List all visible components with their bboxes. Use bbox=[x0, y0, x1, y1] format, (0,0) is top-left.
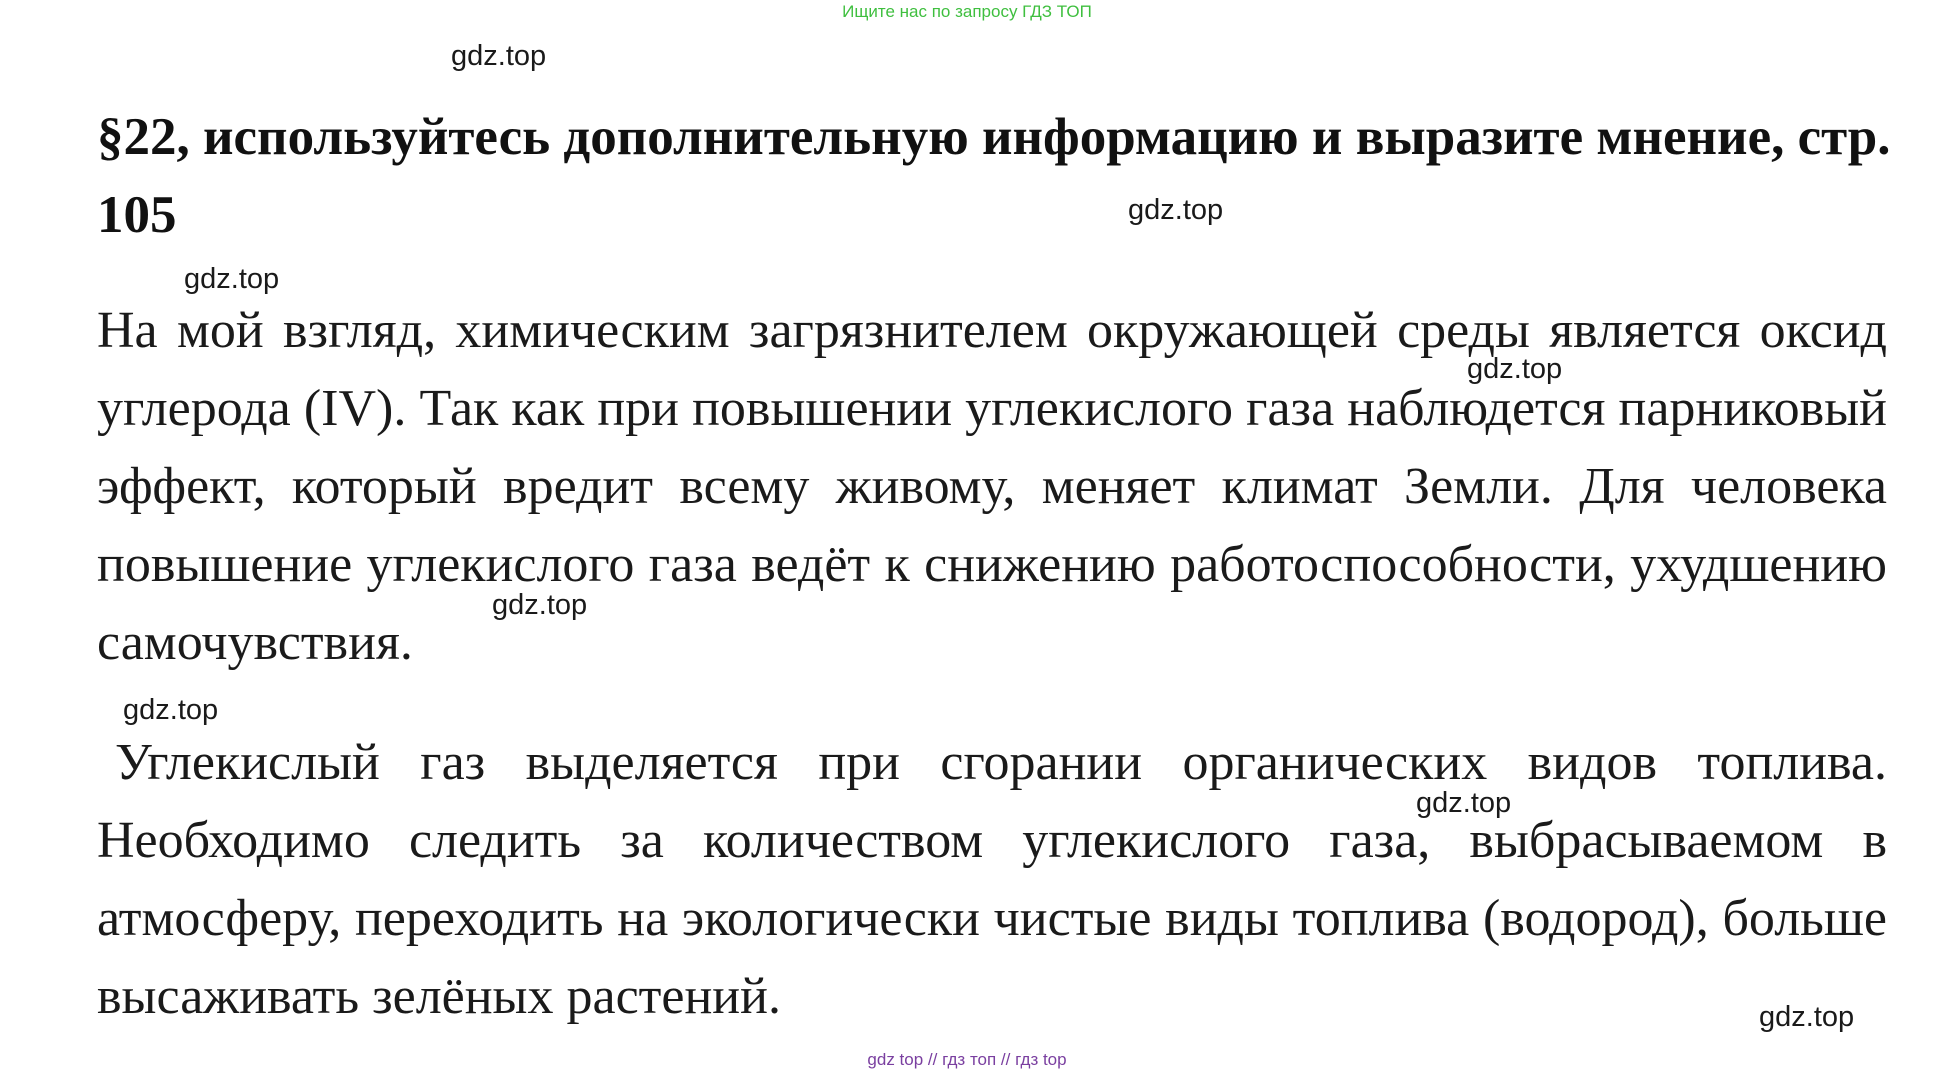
watermark: gdz.top bbox=[184, 263, 280, 295]
watermark: gdz.top bbox=[492, 589, 588, 621]
watermark: gdz.top bbox=[1416, 787, 1512, 819]
watermark: gdz.top bbox=[1467, 353, 1563, 385]
footer-links: gdz top // гдз топ // гдз top bbox=[867, 1050, 1067, 1069]
page-title: §22, используйтесь дополнительную информацию и выразите мнение, стр. 105 bbox=[97, 108, 1891, 244]
top-banner: Ищите нас по запросу ГДЗ ТОП bbox=[842, 2, 1092, 21]
watermark: gdz.top bbox=[1128, 194, 1224, 226]
watermark: gdz.top bbox=[1759, 1001, 1855, 1033]
paragraph-1: На мой взгляд, химическим загрязнителем окружающей среды является оксид углерода (IV). Так как при повышении углекислого газа наблюдется парниковый эффект, который вредит всему живому, меняет климат Земли. Для человека повышение углекислого газа ведёт к снижению работоспособности, ухудшению самочувствия. bbox=[97, 302, 1887, 671]
watermark: gdz.top bbox=[451, 40, 547, 72]
paragraph-2: Углекислый газ выделяется при сгорании органических видов топлива. Необходимо следить за количеством углекислого газа, выбрасываемом в атмосферу, переходить на экологически чистые виды топлива (водород), больше высаживать зелёных растений. bbox=[97, 734, 1887, 1025]
watermark: gdz.top bbox=[123, 694, 219, 726]
